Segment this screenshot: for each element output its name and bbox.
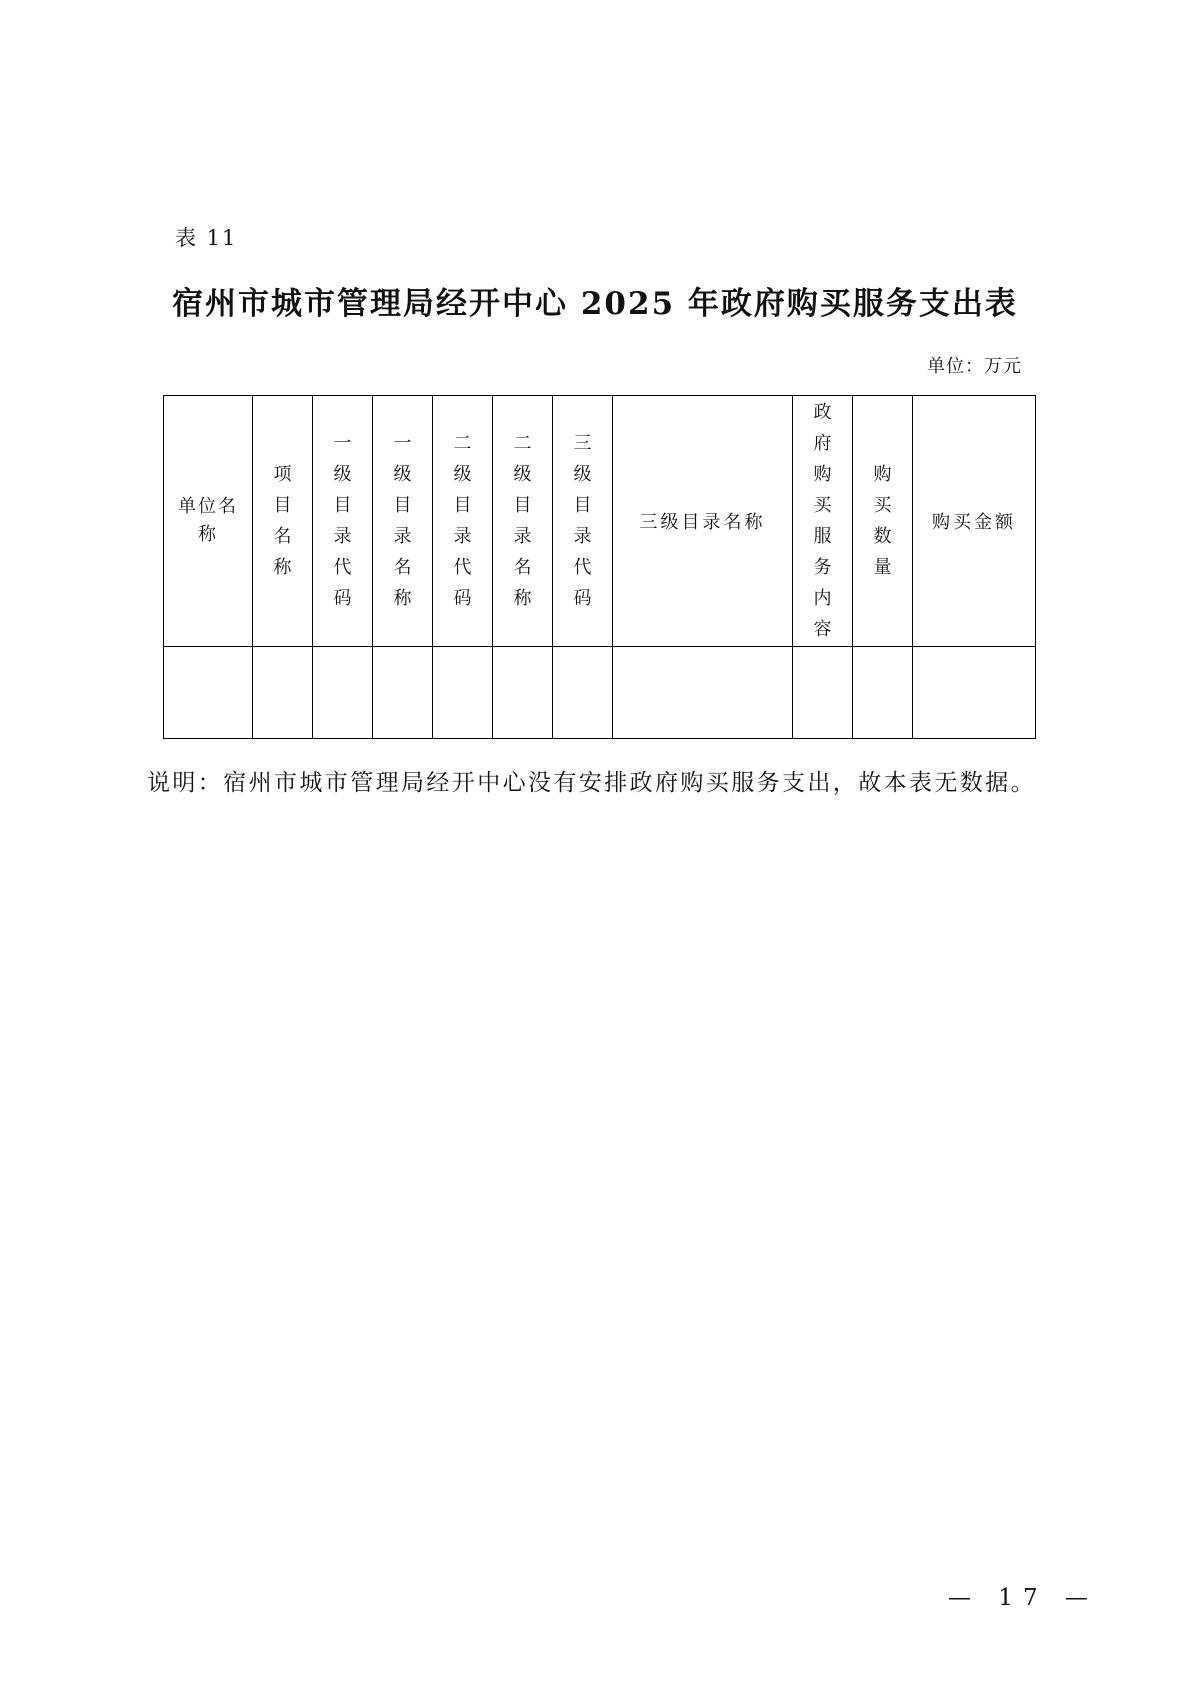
table-cell: [793, 647, 853, 739]
table-cell: [433, 647, 493, 739]
header-level2-name: 二级目录名称: [493, 396, 553, 647]
table-cell: [613, 647, 793, 739]
table-cell: [253, 647, 313, 739]
table-cell: [164, 647, 253, 739]
header-level2-code: 二级目录代码: [433, 396, 493, 647]
table-cell: [493, 647, 553, 739]
table-cell: [853, 647, 913, 739]
table-note: 说明：宿州市城市管理局经开中心没有安排政府购买服务支出，故本表无数据。: [147, 770, 1036, 796]
unit-label: 单位：万元: [927, 356, 1022, 377]
header-level1-name: 一级目录名称: [373, 396, 433, 647]
table-cell: [553, 647, 613, 739]
table-row: [164, 647, 1036, 739]
header-service-content: 政府购买服务内容: [793, 396, 853, 647]
header-quantity: 购买数量: [853, 396, 913, 647]
table-cell: [913, 647, 1036, 739]
header-level3-code: 三级目录代码: [553, 396, 613, 647]
table-cell: [373, 647, 433, 739]
table-cell: [313, 647, 373, 739]
page-number: — 17 —: [948, 1585, 1098, 1611]
header-unit-name: 单位名称: [164, 396, 253, 647]
table-label: 表 11: [175, 226, 238, 250]
page-title: 宿州市城市管理局经开中心 2025 年政府购买服务支出表: [172, 286, 1018, 322]
header-project-name: 项目名称: [253, 396, 313, 647]
header-level1-code: 一级目录代码: [313, 396, 373, 647]
table-header-row: [164, 396, 1036, 647]
header-amount: 购买金额: [913, 396, 1036, 647]
header-level3-name: 三级目录名称: [613, 396, 793, 647]
purchase-service-table: [163, 395, 1036, 739]
